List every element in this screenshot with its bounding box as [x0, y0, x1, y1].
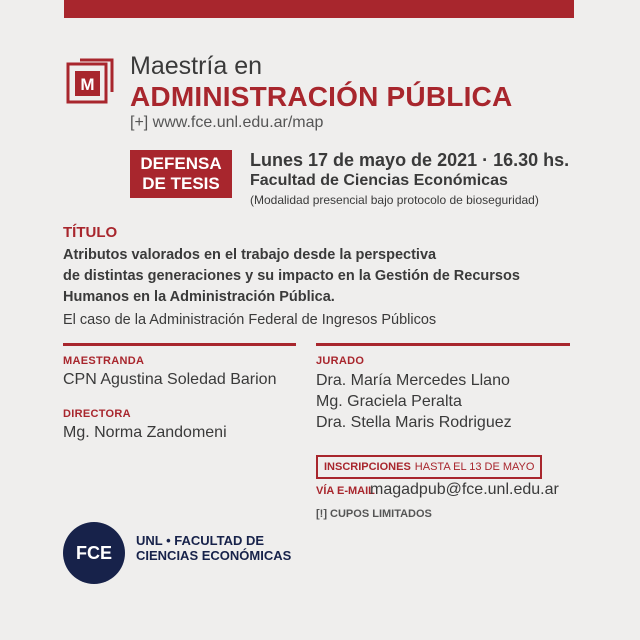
- badge-line1: DEFENSA: [140, 154, 222, 173]
- limited-spots-note: [!] CUPOS LIMITADOS: [316, 508, 432, 520]
- thesis-line: Atributos valorados en el trabajo desde la perspectiva: [63, 247, 437, 263]
- logo-letter: M: [80, 75, 95, 94]
- program-title-line1: Maestría en: [130, 52, 263, 80]
- faculty-name-line1: UNL • FACULTAD DE: [136, 533, 265, 548]
- thesis-title: [63, 245, 520, 308]
- directora-name: Mg. Norma Zandomeni: [63, 424, 227, 441]
- top-accent-bar: [64, 0, 574, 18]
- registration-email-link[interactable]: magadpub@fce.unl.edu.ar: [370, 481, 559, 498]
- thesis-label: TÍTULO: [63, 224, 118, 241]
- registration-label: INSCRIPCIONES: [324, 461, 411, 473]
- program-title-line2: ADMINISTRACIÓN PÚBLICA: [130, 81, 513, 112]
- jurado-member: Mg. Graciela Peralta: [316, 393, 462, 410]
- directora-label: DIRECTORA: [63, 408, 131, 420]
- maestranda-label: MAESTRANDA: [63, 355, 145, 367]
- faculty-name-line2: CIENCIAS ECONÓMICAS: [136, 548, 292, 563]
- event-modality: (Modalidad presencial bajo protocolo de bioseguridad): [250, 193, 539, 207]
- defensa-badge: [130, 150, 232, 198]
- thesis-line: Humanos en la Administración Pública.: [63, 289, 335, 305]
- jurado-label: JURADO: [316, 355, 365, 367]
- thesis-subtitle: El caso de la Administración Federal de Ingresos Públicos: [63, 312, 437, 328]
- via-email-label: VÍA E-MAIL: [316, 485, 375, 497]
- program-logo: [66, 58, 116, 106]
- maestranda-name: CPN Agustina Soledad Barion: [63, 371, 277, 388]
- program-url-link[interactable]: [+] www.fce.unl.edu.ar/map: [130, 114, 324, 131]
- jurado-list: [316, 370, 512, 433]
- registration-deadline: HASTA EL 13 DE MAYO: [414, 461, 535, 473]
- fce-logo-text: FCE: [76, 542, 112, 563]
- registration-box: [316, 455, 542, 479]
- right-divider: [316, 343, 570, 346]
- thesis-line: de distintas generaciones y su impacto en la Gestión de Recursos: [63, 268, 520, 284]
- badge-line2: DE TESIS: [142, 174, 220, 193]
- jurado-member: Dra. Stella Maris Rodriguez: [316, 414, 512, 431]
- left-divider: [63, 343, 296, 346]
- event-date: Lunes 17 de mayo de 2021 · 16.30 hs.: [250, 150, 570, 170]
- jurado-member: Dra. María Mercedes Llano: [316, 372, 510, 389]
- m-logo-icon: [66, 58, 116, 106]
- event-venue: Facultad de Ciencias Económicas: [250, 172, 508, 189]
